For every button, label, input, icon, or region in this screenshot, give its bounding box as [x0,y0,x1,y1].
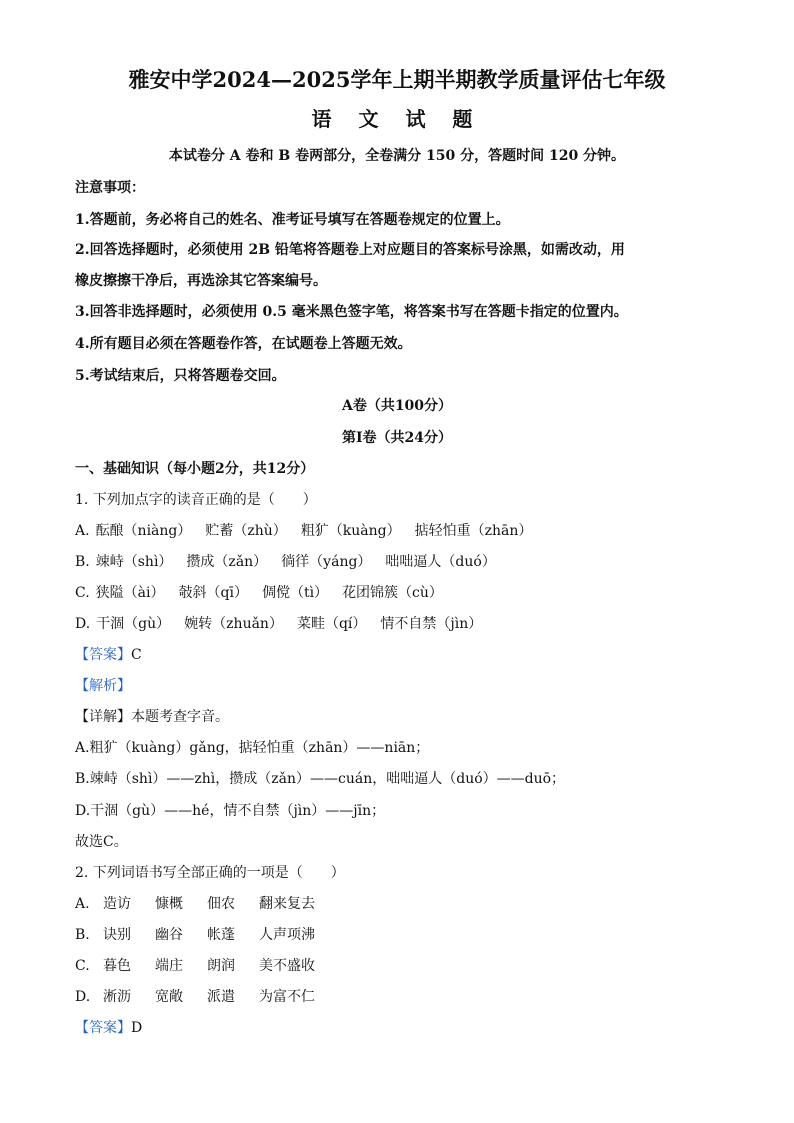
q1-detail: 【详解】本题考查字音。 [75,709,229,725]
option-item: 咄咄逼人（duó） [385,554,496,570]
option-item: 美不盛收 [259,958,315,974]
option-item: 婉转（zhuǎn） [184,616,283,632]
q1-explanation: A.粗犷（kuàng）gǎng，掂轻怕重（zhān）——niān； [75,740,430,756]
option-item: 竦峙（shì） [95,554,173,570]
answer-label: 【答案】 [75,1020,131,1036]
q1-explanation: D.干涸（gù）——hé，情不自禁（jìn）——jīn； [75,803,386,819]
option-item: 粗犷（kuàng） [300,523,401,539]
q2-stem: 2. 下列词语书写全部正确的一项是（ ） [75,865,345,881]
option-label: D. [75,616,91,632]
q2-option-c [75,956,349,976]
option-item: 酝酿（niàng） [95,523,192,539]
option-item: 贮蓄（zhù） [205,523,287,539]
answer-value: C [131,647,142,663]
option-label: D. [75,989,91,1005]
option-item: 帐蓬 [207,927,235,943]
subject-title: 语 文 试 题 [311,107,483,131]
q1-stem: 1. 下列加点字的读音正确的是（ ） [75,492,317,508]
option-label: A. [75,523,90,539]
q1-option-a [75,521,546,541]
option-item: 诀别 [103,927,131,943]
notice-item: 4.所有题目必须在答题卷作答，在试题卷上答题无效。 [75,336,412,352]
answer-value: D [131,1020,143,1036]
option-label: C. [75,585,90,601]
option-item: 宽敞 [155,989,183,1005]
option-item: 淅沥 [103,989,131,1005]
q2-answer [75,1018,142,1038]
option-label: B. [75,927,90,943]
notice-item: 3.回答非选择题时，必须使用 0.5 毫米黑色签字笔，将答案书写在答题卡指定的位置内。 [75,304,628,320]
q1-option-d [75,614,496,634]
answer-label: 【答案】 [75,647,131,663]
option-item: 花团锦簇（cù） [342,585,443,601]
notice-item: 橡皮擦擦干净后，再选涂其它答案编号。 [75,273,327,289]
q2-option-b [75,925,349,945]
notice-item: 2.回答选择题时，必须使用 2B 铅笔将答题卷上对应题目的答案标号涂黑，如需改动，用 [75,242,625,258]
part-one-heading: 第Ⅰ卷（共24分） [341,430,453,446]
q2-option-d [75,987,349,1007]
option-item: 慷概 [155,896,183,912]
option-item: 掂轻怕重（zhān） [414,523,533,539]
option-item: 幽谷 [155,927,183,943]
option-item: 倜傥（tì） [261,585,329,601]
q1-option-c [75,583,457,603]
option-item: 攒成（zǎn） [186,554,268,570]
option-item: 翻来复去 [259,896,315,912]
q1-explanation: B.竦峙（shì）——zhì，攒成（zǎn）——cuán，咄咄逼人（duó）——duō； [75,771,566,787]
option-item: 为富不仁 [259,989,315,1005]
option-item: 徜徉（yáng） [281,554,372,570]
section-one-heading: 一、基础知识（每小题2分，共12分） [75,461,315,477]
exam-intro: 本试卷分 A 卷和 B 卷两部分，全卷满分 150 分，答题时间 120 分钟。 [168,148,626,164]
exam-title: 雅安中学2024—2025学年上期半期教学质量评估七年级 [128,67,666,92]
option-item: 端庄 [155,958,183,974]
option-item: 情不自禁（jìn） [380,616,483,632]
notice-heading: 注意事项： [75,180,145,196]
option-item: 干涸（gù） [96,616,171,632]
notice-item: 5.考试结束后，只将答题卷交回。 [75,368,286,384]
volume-a-heading: A卷（共100分） [341,398,453,414]
option-label: B. [75,554,90,570]
option-item: 人声项沸 [259,927,315,943]
option-item: 攲斜（qī） [178,585,248,601]
option-label: A. [75,896,90,912]
q1-option-b [75,552,510,572]
option-label: C. [75,958,90,974]
q1-answer [75,645,142,665]
q2-option-a [75,894,349,914]
option-item: 派遣 [207,989,235,1005]
notice-item: 1.答题前，务必将自己的姓名、准考证号填写在答题卷规定的位置上。 [75,212,510,228]
q1-conclusion: 故选C。 [75,834,128,850]
option-item: 狭隘（ài） [95,585,165,601]
q1-analysis-label: 【解析】 [75,678,131,694]
option-item: 菜畦（qí） [296,616,367,632]
option-item: 朗润 [207,958,235,974]
option-item: 暮色 [103,958,131,974]
option-item: 造访 [103,896,131,912]
option-item: 佃农 [207,896,235,912]
